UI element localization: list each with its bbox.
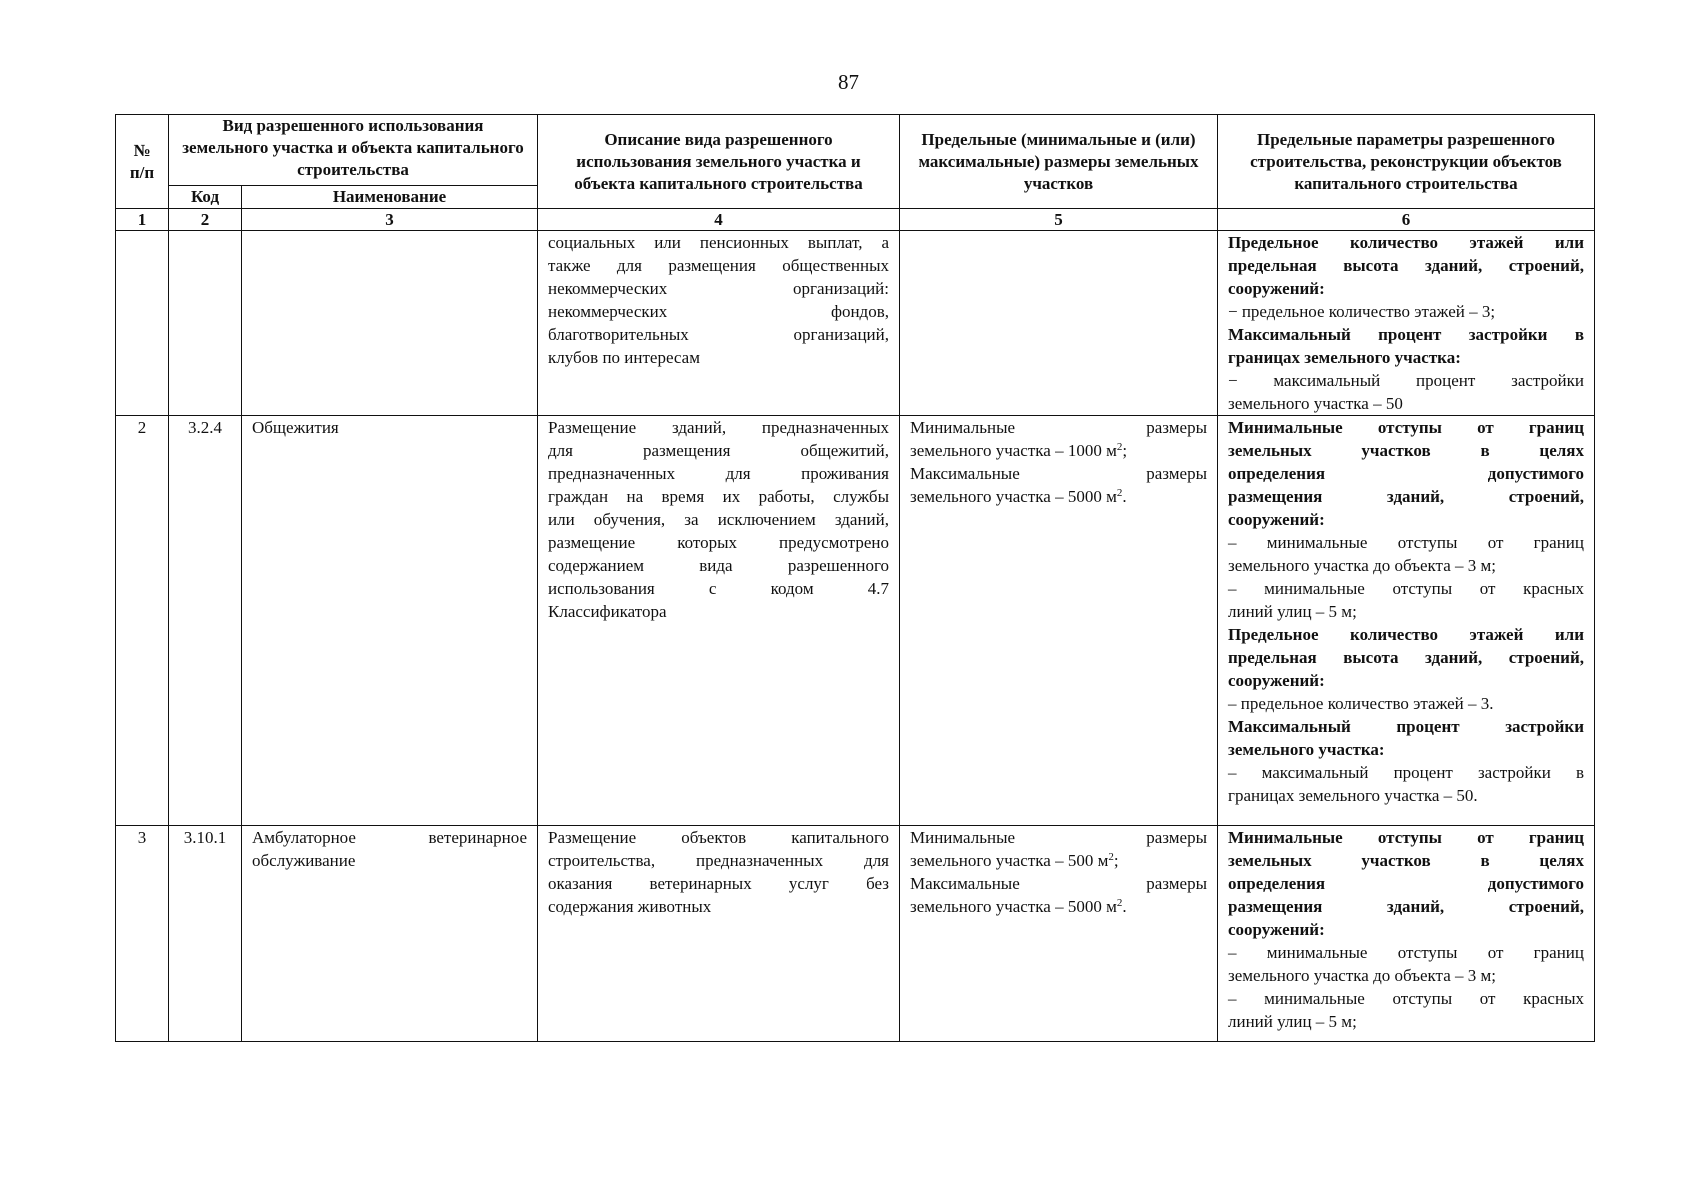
row-description: социальных или пенсионных выплат, а также для размещения общественных некоммерческих организаций: некоммерческих фондов, благотворительных организаций, клубов по интересам [538,231,900,416]
zoning-regulations-table [115,114,1595,1042]
row-description: Размещение объектов капитального строительства, предназначенных для оказания ветеринарных услуг без содержания животных [538,826,900,1042]
column-number: 1 [116,209,169,231]
column-number: 3 [242,209,538,231]
row-num [116,231,169,416]
page-number: 87 [838,70,859,94]
column-number: 2 [169,209,242,231]
header-name: Наименование [242,186,538,209]
table-row [116,416,1595,826]
row-description: Размещение зданий, предназначенных для размещения общежитий, предназначенных для проживания граждан на время их работы, службы или обучения, за исключением зданий, размещение которых предусмотрено содержанием вида разрешенного использования с кодом 4.7 Классификатора [538,416,900,826]
header-construction-params: Предельные параметры разрешенного строительства, реконструкции объектов капитального строительства [1218,115,1595,209]
column-number: 6 [1218,209,1595,231]
row-construction-params: Минимальные отступы от границ земельных участков в целях определения допустимого размещения зданий, строений, сооружений: – минимальные отступы от границ земельного участка до объекта – 3 м; – минимальные отступы от красных линий улиц – 5 м; Предельное количество этажей или предельная высота зданий, строений, сооружений: – предельное количество этажей – 3. Максимальный процент застройки земельного участка: – максимальный процент застройки в границах земельного участка – 50. [1218,416,1595,826]
header-num: № п/п [116,115,169,209]
header-plot-sizes: Предельные (минимальные и (или) максимальные) размеры земельных участков [900,115,1218,209]
table-row [116,231,1595,416]
header-code: Код [169,186,242,209]
row-name: Амбулаторное ветеринарное обслуживание [242,826,538,1042]
column-number: 4 [538,209,900,231]
row-code: 3.2.4 [169,416,242,826]
column-number: 5 [900,209,1218,231]
row-plot-sizes [900,231,1218,416]
table-row [116,826,1595,1042]
row-construction-params: Минимальные отступы от границ земельных участков в целях определения допустимого размещения зданий, строений, сооружений: – минимальные отступы от границ земельного участка до объекта – 3 м; – минимальные отступы от красных линий улиц – 5 м; [1218,826,1595,1042]
header-permitted-use: Вид разрешенного использования земельного участка и объекта капитального строительства [169,115,538,186]
row-construction-params: Предельное количество этажей или предельная высота зданий, строений, сооружений: − предельное количество этажей – 3; Максимальный процент застройки в границах земельного участка: − максимальный процент застройки земельного участка – 50 [1218,231,1595,416]
row-code: 3.10.1 [169,826,242,1042]
row-num: 3 [116,826,169,1042]
row-code [169,231,242,416]
row-name: Общежития [242,416,538,826]
row-num: 2 [116,416,169,826]
header-description: Описание вида разрешенного использования земельного участка и объекта капитального строительства [538,115,900,209]
row-name [242,231,538,416]
row-plot-sizes: Минимальные размеры земельного участка – 500 $м^2$; Максимальные размеры земельного участка – 5000 $м^2$. [900,826,1218,1042]
row-plot-sizes: Минимальные размеры земельного участка – 1000 $м^2$; Максимальные размеры земельного участка – 5000 $м^2$. [900,416,1218,826]
